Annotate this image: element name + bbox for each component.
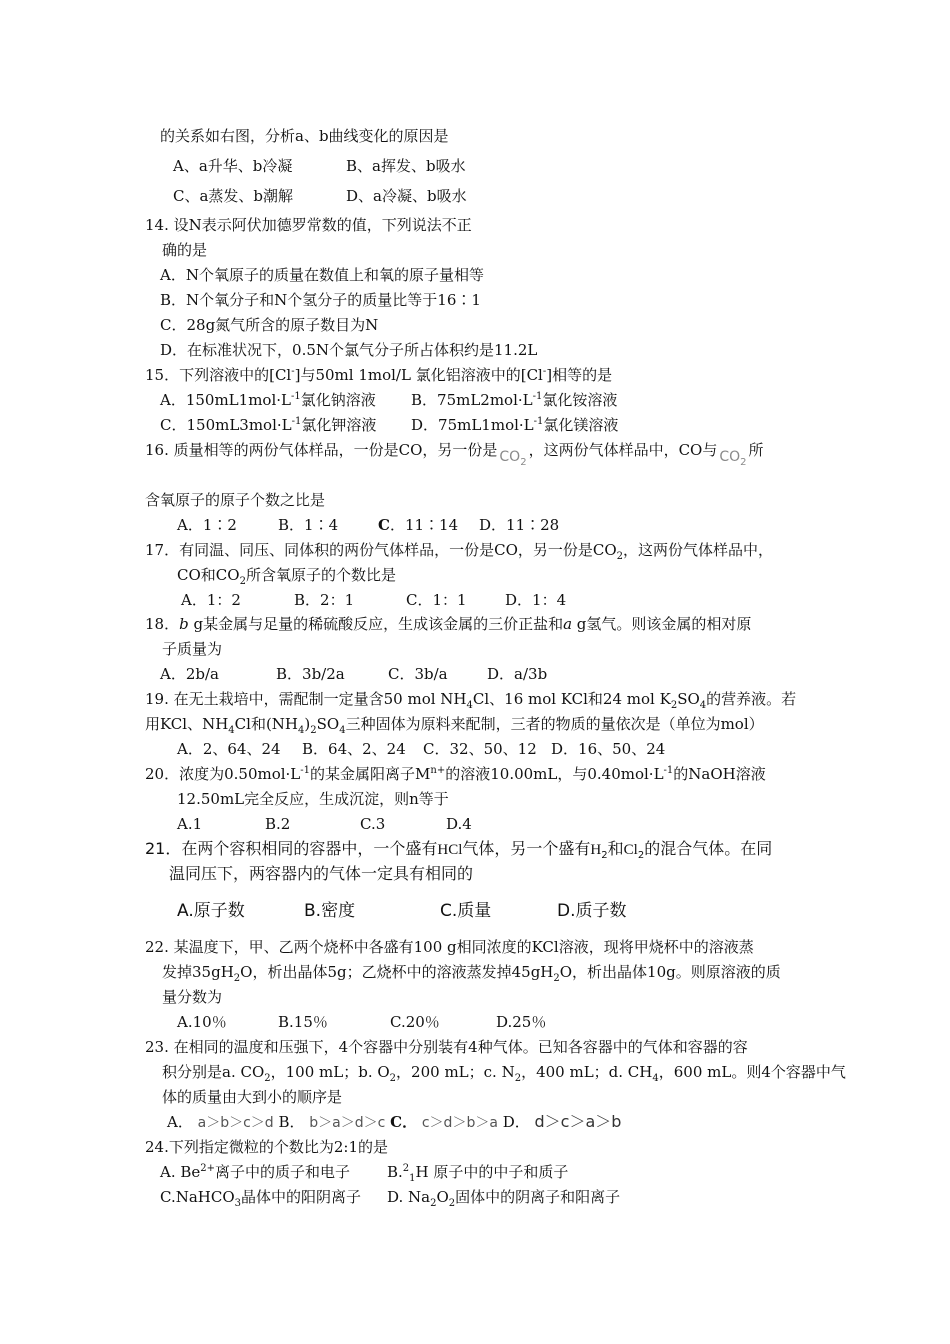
q23-options — [167, 1112, 621, 1133]
q21-option-b: B.密度 — [304, 901, 356, 921]
q21-option-c: C.质量 — [440, 901, 492, 921]
q15-option-c: C．$150mL3mol\cdot L^{-1}$氯化钾溶液 — [160, 416, 377, 434]
q18-option-b: B．3b/2a — [276, 665, 345, 683]
q18-option-d: D．a/3b — [487, 665, 548, 683]
q23-option-b-label: B． — [278, 1113, 305, 1131]
q14-stem: 14. 设N表示阿伏加德罗常数的值，下列说法不正 — [145, 216, 472, 234]
q24-option-a: A. $Be^{2+}$离子中的质子和电子 — [160, 1163, 351, 1181]
q19-stem: 19. 在无土栽培中，需配制一定量含50 mol $NH_4Cl$、16 mol KCl和24 mol $K_2SO_4$的营养液。若 — [145, 690, 797, 711]
q23-option-a: a＞b＞c＞d — [197, 1115, 274, 1131]
q22-stem-cont2: 量分数为 — [162, 988, 223, 1006]
q24-option-c: C.NaHCO$_3$晶体中的阳阴离子 — [160, 1188, 362, 1209]
q13-option-c: C、a蒸发、b潮解 — [173, 187, 294, 205]
q20-option-c: C.3 — [360, 815, 386, 833]
q13-option-b: B、a挥发、b吸水 — [346, 157, 466, 175]
q23-stem-cont2: 体的质量由大到小的顺序是 — [162, 1088, 343, 1106]
q24-option-b: B.$^2_1$H 原子中的中子和质子 — [387, 1163, 569, 1184]
q23-option-b: b＞a＞d＞c — [309, 1115, 386, 1131]
q23-option-c-label: C． — [390, 1113, 418, 1131]
q20-option-d: D.4 — [446, 815, 472, 833]
q13-option-a: A、a升华、b冷凝 — [173, 157, 293, 175]
co2-formula: $CO_2$ — [499, 449, 527, 468]
q16-option-c: C．11∶14 — [378, 516, 459, 534]
q13-stem: 的关系如右图，分析a、b曲线变化的原因是 — [160, 127, 449, 145]
q23-stem-cont: 积分别是a. $CO_2$，100 mL；b. $O_2$，200 mL；c. $N_2$，400 mL；d. $CH_4$，600 mL。则4个容器中气 — [162, 1063, 846, 1084]
q17-stem: 17．有同温、同压、同体积的两份气体样品，一份是CO，另一份是$CO_2$，这两份气体样品中， — [145, 541, 774, 562]
q14-option-a: A．N个氧原子的质量在数值上和氧的原子量相等 — [160, 266, 484, 284]
q18-stem-cont: 子质量为 — [162, 640, 223, 658]
q22-stem-cont: 发掉$35gH_2O$，析出晶体5g；乙烧杯中的溶液蒸发掉$45gH_2O$，析出晶体10g。则原溶液的质 — [162, 963, 781, 984]
q23-option-a-label: A． — [167, 1113, 193, 1131]
q16-option-d: D．11∶28 — [479, 516, 560, 534]
q19-option-c: C．32、50、12 — [423, 740, 537, 758]
q22-stem: 22. 某温度下，甲、乙两个烧杯中各盛有100 g相同浓度的KCl溶液，现将甲烧杯中的溶液蒸 — [145, 938, 754, 956]
q21-stem: 21．在两个容积相同的容器中，一个盛有HCl气体，另一个盛有$H_2$和$Cl_2$的混合气体。在同 — [145, 839, 773, 862]
q16-option-b: B．1∶4 — [278, 516, 339, 534]
q19-option-a: A．2、64、24 — [177, 740, 281, 758]
q17-option-d: D．1：4 — [505, 591, 567, 609]
q22-option-b: B.15％ — [278, 1013, 328, 1031]
q15-stem: 15．下列溶液中的[Cl-]与50ml 1mol/L 氯化铝溶液中的[Cl-]相等的是 — [145, 366, 613, 384]
q16-option-a: A．1∶2 — [177, 516, 237, 534]
q23-stem: 23. 在相同的温度和压强下，4个容器中分别装有4种气体。已知各容器中的气体和容器的容 — [145, 1038, 748, 1056]
q22-option-a: A.10％ — [177, 1013, 227, 1031]
q17-option-c: C．1：1 — [406, 591, 467, 609]
q22-option-d: D.25％ — [496, 1013, 547, 1031]
q14-option-b: B．N个氧分子和N个氢分子的质量比等于16∶1 — [160, 291, 481, 309]
q14-option-d: D．在标准状况下，0.5N个氯气分子所占体积约是11.2L — [160, 341, 538, 359]
q18-option-a: A．2b/a — [160, 665, 219, 683]
q20-option-a: A.1 — [177, 815, 203, 833]
q23-option-c: c＞d＞b＞a — [421, 1115, 498, 1131]
q21-option-a: A.原子数 — [177, 901, 245, 921]
q24-option-d: D. $Na_2O_2$固体中的阴离子和阳离子 — [387, 1188, 621, 1209]
q19-option-b: B．64、2、24 — [302, 740, 406, 758]
q15-option-b: B．$75mL2mol\cdot L^{-1}$氯化铵溶液 — [411, 391, 618, 409]
q16-stem-cont: 含氧原子的原子个数之比是 — [145, 491, 326, 509]
q20-stem-cont: 12.50mL完全反应，生成沉淀，则n等于 — [177, 790, 449, 808]
q13-option-d: D、a冷凝、b吸水 — [346, 187, 467, 205]
q17-option-b: B．2：1 — [294, 591, 355, 609]
q21-option-d: D.质子数 — [557, 901, 627, 921]
q17-stem-cont: CO和$CO_2$所含氧原子的个数比是 — [177, 566, 396, 587]
q15-option-d: D．$75mL1mol\cdot L^{-1}$氯化镁溶液 — [411, 416, 619, 434]
q15-option-a: A．$150mL1mol\cdot L^{-1}$氯化钠溶液 — [160, 391, 376, 409]
q17-option-a: A．1：2 — [181, 591, 241, 609]
q21-stem-cont: 温同压下，两容器内的气体一定具有相同的 — [169, 864, 474, 883]
q23-option-d: d＞c＞a＞b — [534, 1112, 622, 1131]
q22-option-c: C.20％ — [390, 1013, 440, 1031]
q14-option-c: C．28g氮气所含的原子数目为N — [160, 316, 379, 334]
q18-option-c: C．3b/a — [388, 665, 448, 683]
q14-stem-cont: 确的是 — [162, 241, 208, 259]
q19-option-d: D．16、50、24 — [551, 740, 666, 758]
q19-stem-cont: 用KCl、$NH_4Cl$和$(NH_4)_2SO_4$三种固体为原料来配制，三者的物质的量依次是（单位为mol） — [145, 715, 764, 736]
q16-stem: 16. 质量相等的两份气体样品，一份是CO，另一份是 $CO_2$，这两份气体样品中，CO与 $CO_2$所 — [145, 441, 764, 468]
q18-stem: 18．b g某金属与足量的稀硫酸反应，生成该金属的三价正盐和a g氢气。则该金属的相对原 — [145, 615, 752, 633]
q20-stem: 20．浓度为$0.50mol\cdot L^{-1}$的某金属阳离子$M^{n+}$的溶液10.00mL，与$0.40mol\cdot L^{-1}$的NaOH溶液 — [145, 765, 766, 783]
q20-option-b: B.2 — [265, 815, 291, 833]
q24-stem: 24.下列指定微粒的个数比为2:1的是 — [145, 1138, 388, 1156]
q23-option-d-label: D． — [502, 1113, 530, 1131]
co2-formula: $CO_2$ — [719, 449, 747, 468]
